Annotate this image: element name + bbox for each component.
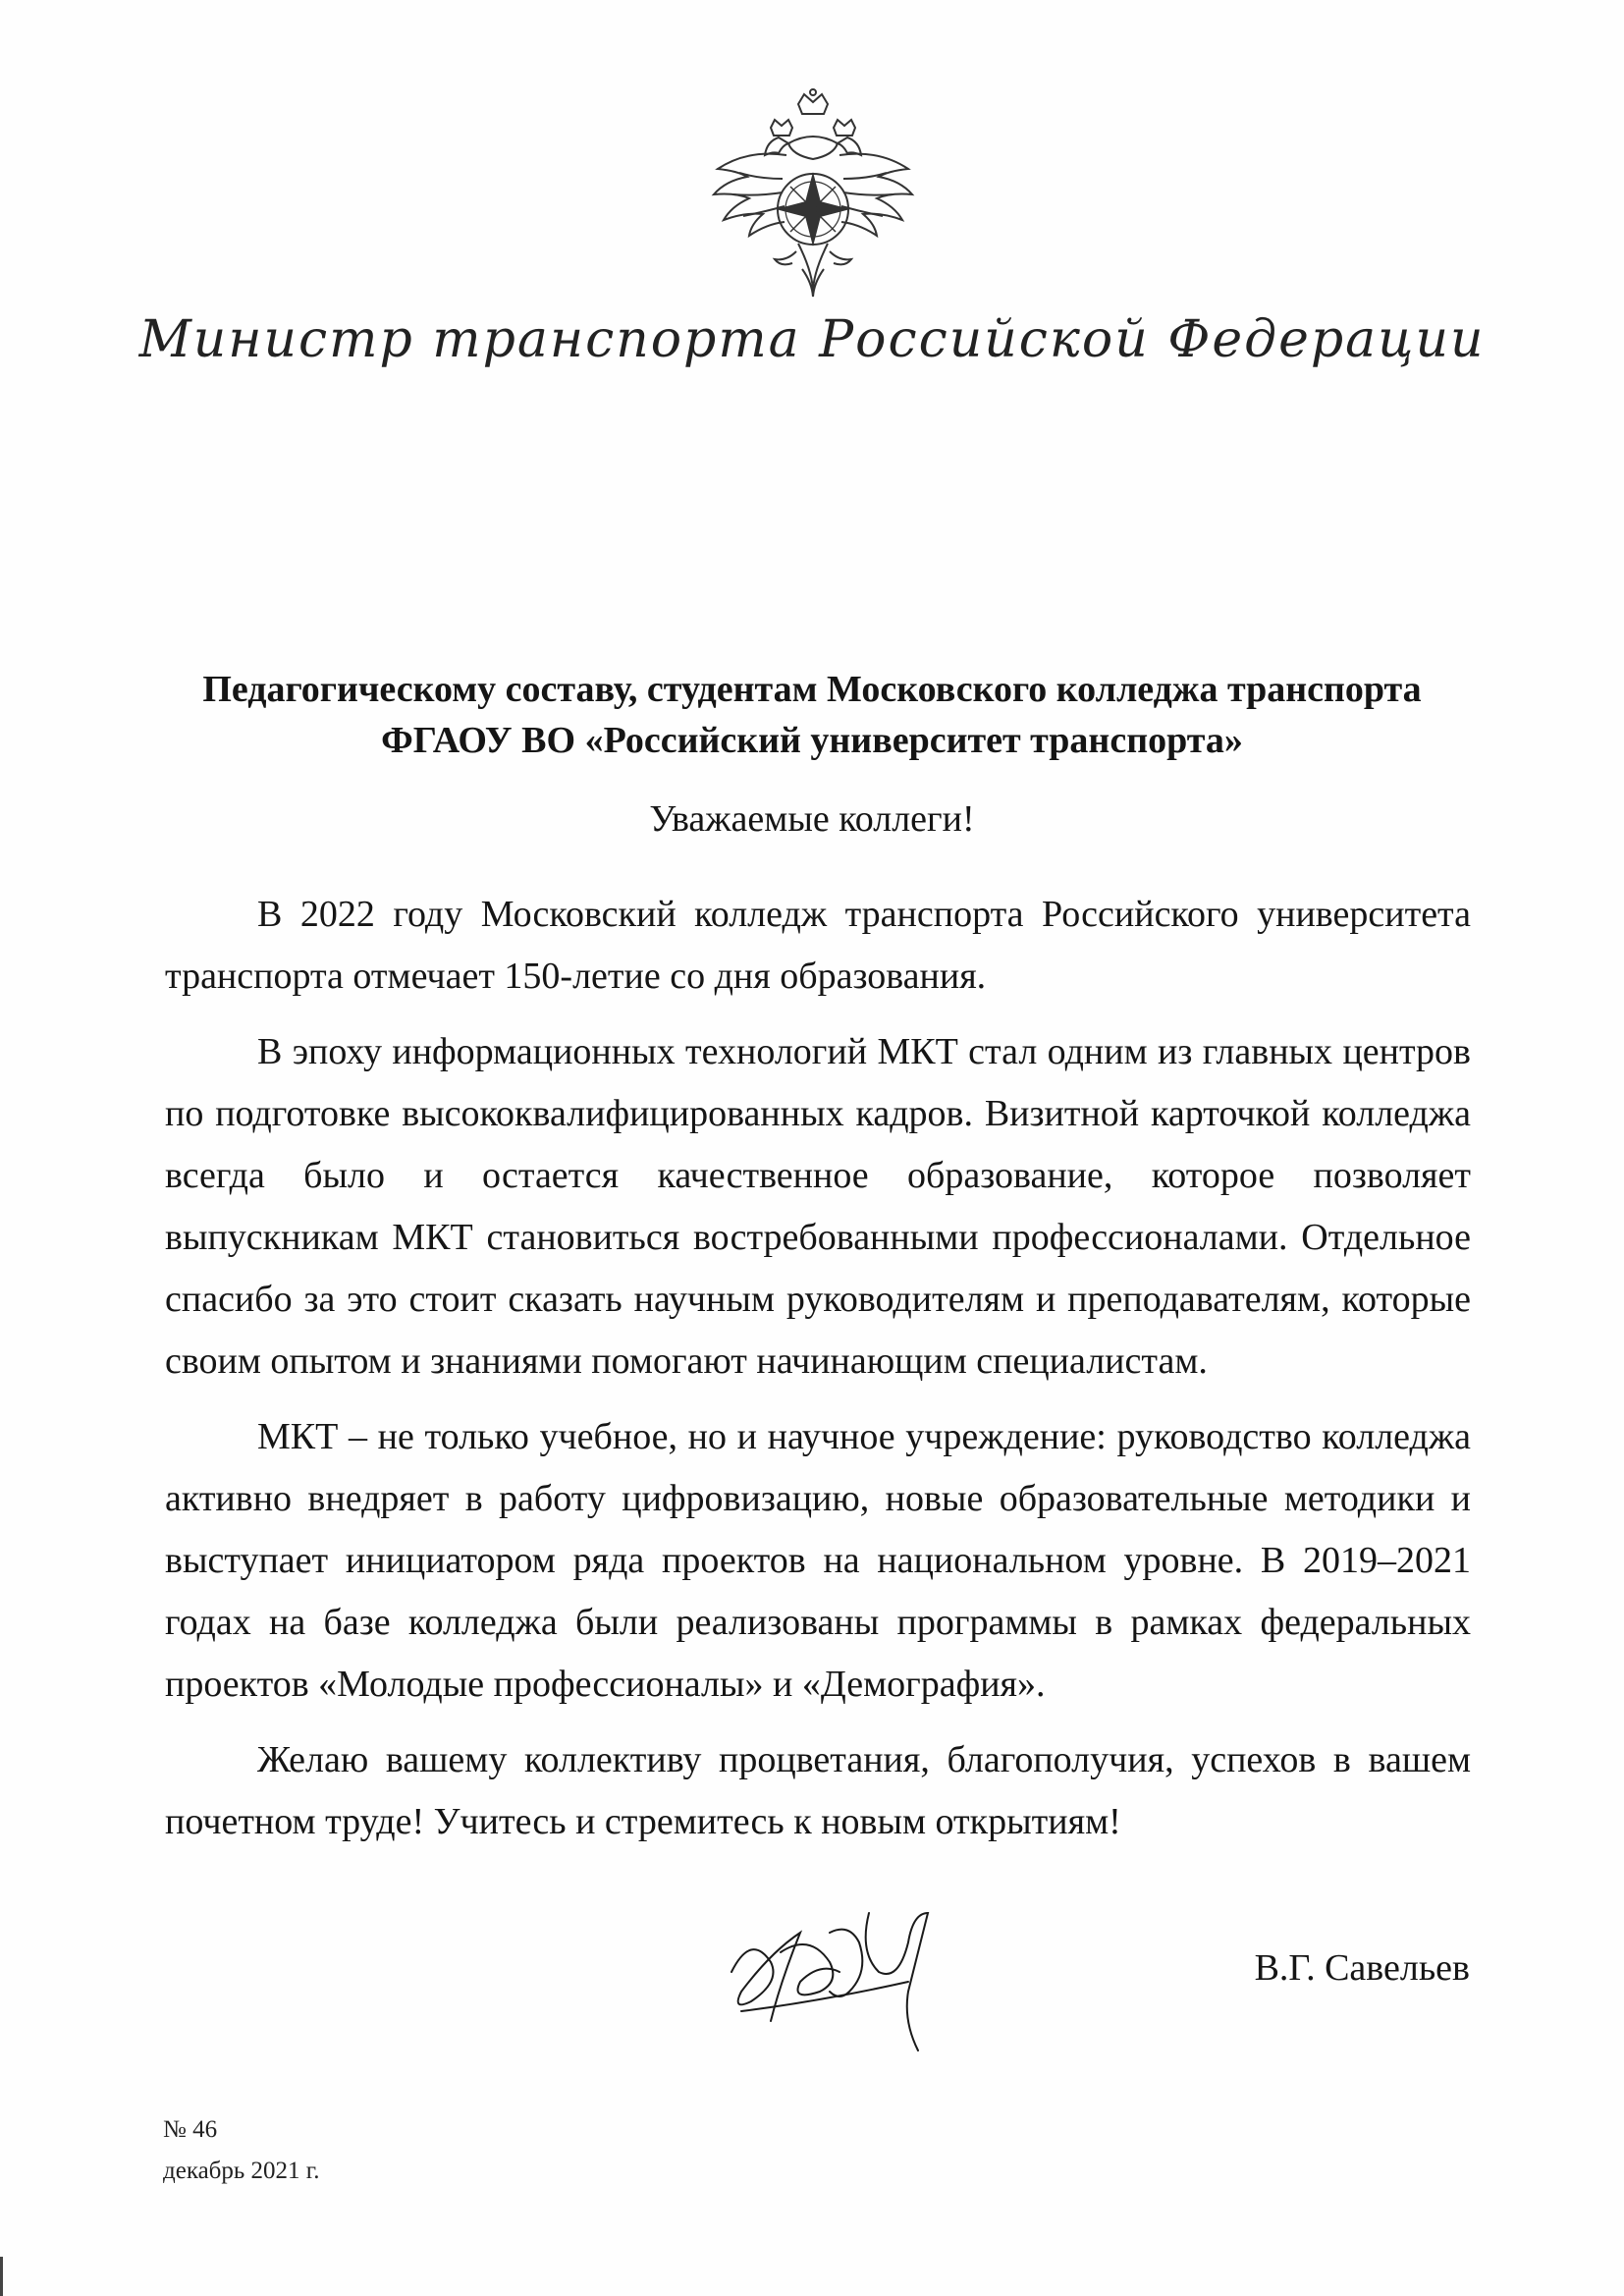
double-headed-eagle-emblem-icon [700,86,926,312]
letter-date: декабрь 2021 г. [163,2158,320,2184]
addressee-line-2: ФГАОУ ВО «Российский университет транспорта» [381,720,1243,761]
letter-number: № 46 [163,2116,218,2143]
body-paragraph: В эпоху информационных технологий МКТ стал одним из главных центров по подготовке высококвалифицированных кадров. Визитной карточкой колледжа всегда было и остается качественное образование, которое позволяет выпускникам МКТ становиться востребованными профессионалами. Отдельное спасибо за это стоит сказать научным руководителям и преподавателям, которые своим опытом и знаниями помогают начинающим специалистам. [165,1031,1471,1382]
handwritten-signature-icon [722,1893,967,2085]
addressee-line-1: Педагогическому составу, студентам Московского колледжа транспорта [202,669,1422,710]
ministry-title: Министр транспорта Российской Федерации [138,310,1486,369]
body-paragraph: Желаю вашему коллективу процветания, благополучия, успехов в вашем почетном труде! Учитесь и стремитесь к новым открытиям! [165,1739,1471,1842]
scan-edge-mark [0,2257,3,2296]
letter-body [165,884,1471,1867]
addressee-block [118,664,1506,766]
signer-name: В.Г. Савельев [1254,1947,1470,1989]
body-paragraph: МКТ – не только учебное, но и научное учреждение: руководство колледжа активно внедряет в работу цифровизацию, новые образовательные методики и выступает инициатором ряда проектов на национальном уровне. В 2019–2021 годах на базе колледжа были реализованы программы в рамках федеральных проектов «Молодые профессионалы» и «Демография». [165,1416,1471,1705]
greeting: Уважаемые коллеги! [649,798,975,840]
body-paragraph: В 2022 году Московский колледж транспорта Российского университета транспорта отмечает 150-летие со дня образования. [165,894,1471,997]
